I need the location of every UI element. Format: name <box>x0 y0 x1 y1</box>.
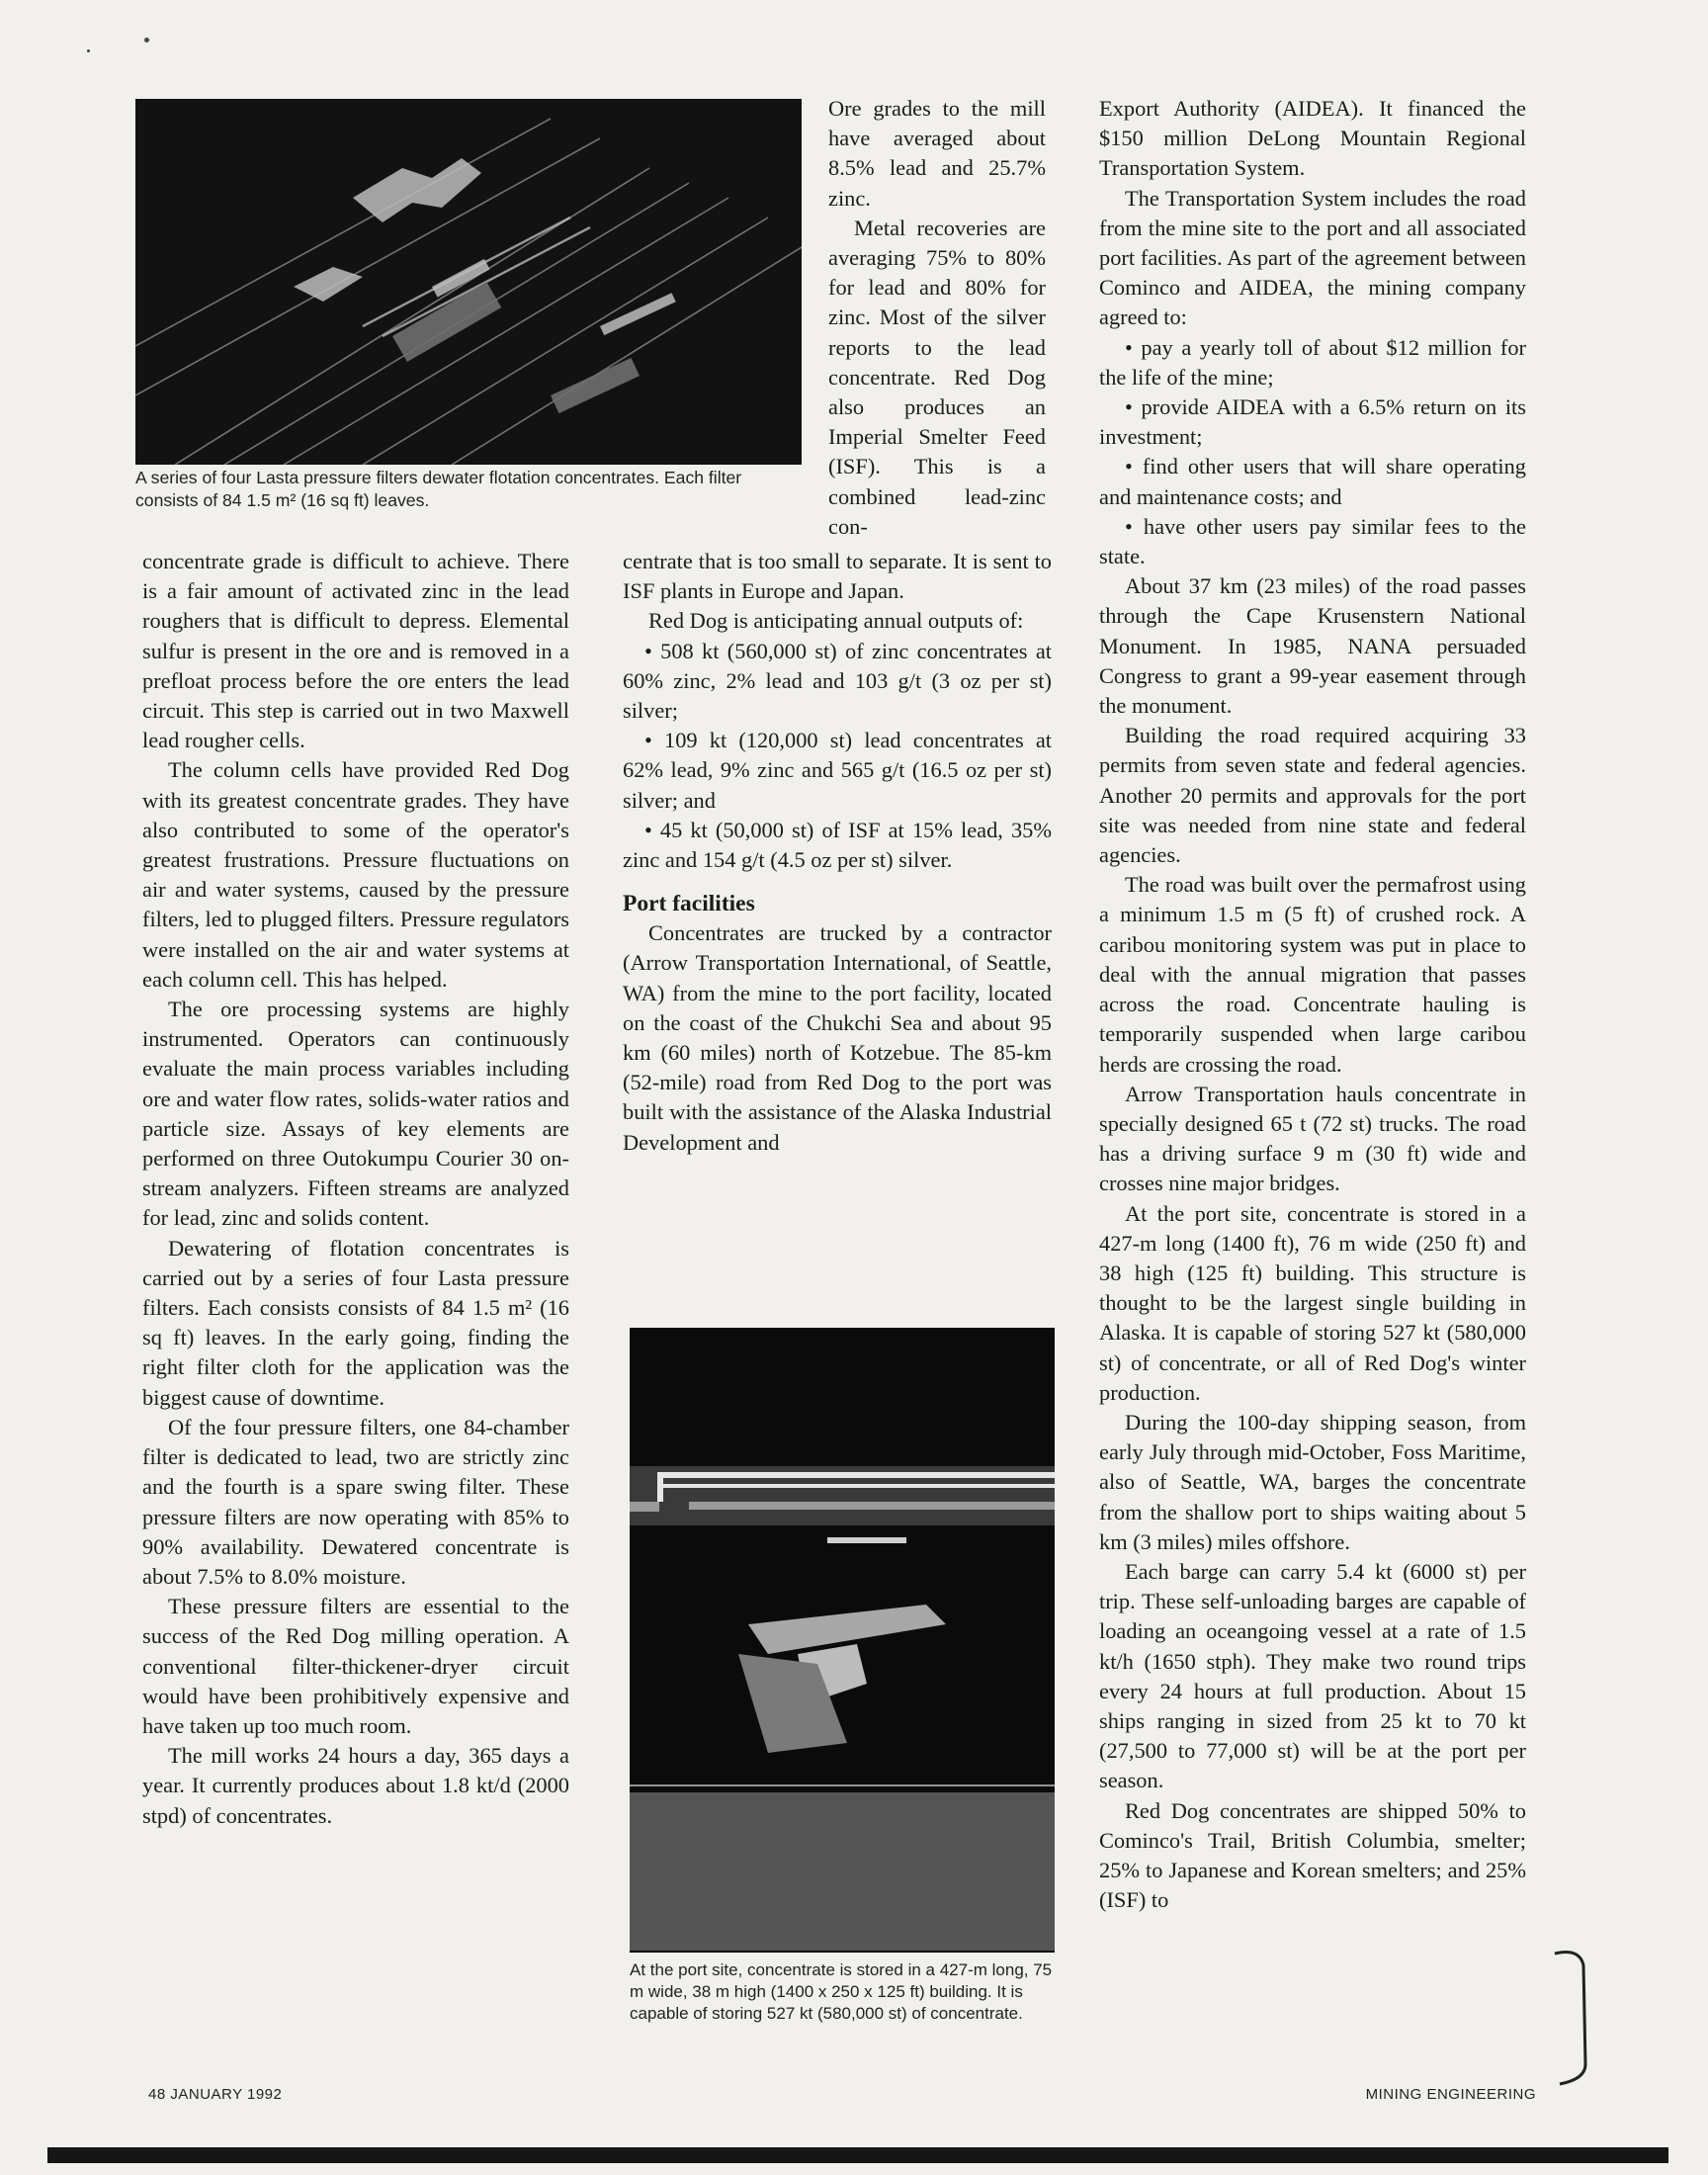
port-facilities-paragraph: Concentrates are trucked by a contractor (Arrow Transportation International, of Seattle, WA) from the mine to the port facility, located on the coast of the Chukchi Sea and about 95 km (60 miles) north of Kotzebue. The 85-km (52-mile) road from Red Dog to the port was built with the assistance of the Alaska Industrial Development and <box>623 920 1052 1155</box>
output-bullet-zinc: • 508 kt (560,000 st) of zinc concentrates at 60% zinc, 2% lead and 103 g/t (3 oz per st) silver; <box>623 638 1052 724</box>
agreement-bullet-fees: • have other users pay similar fees to the state. <box>1099 513 1526 569</box>
col1-paragraph-4: Dewatering of flotation concentrates is carried out by a series of four Lasta pressure filters. Each consists consists of 84 1.5 m² (16 sq ft) leaves. In the early going, finding the right filter cloth for the application was the biggest cause of downtime. <box>142 1235 569 1410</box>
col1-paragraph-7: The mill works 24 hours a day, 365 days a year. It currently produces about 1.8 kt/d (2000 stpd) of concentrates. <box>142 1743 569 1828</box>
col3-paragraph-7: Each barge can carry 5.4 kt (6000 st) per trip. These self-unloading barges are capable of loading an oceangoing vessel at a rate of 1.5 kt/h (1650 stph). They make two round trips every 24 hours at full production. About 15 ships ranging in sized from 25 kt to 70 kt (27,500 to 77,000 st) will be at the port per season. <box>1099 1558 1526 1793</box>
scan-bottom-edge <box>47 2147 1668 2163</box>
column-2-top <box>828 94 1046 542</box>
col1-paragraph-6: These pressure filters are essential to the success of the Red Dog milling operation. A conventional filter-thickener-dryer circuit would have been prohibitively expensive and have taken up too much room. <box>142 1594 569 1738</box>
output-bullet-lead: • 109 kt (120,000 st) lead concentrates at 62% lead, 9% zinc and 565 g/t (16.5 oz per st) silver; and <box>623 728 1052 813</box>
output-bullet-isf: • 45 kt (50,000 st) of ISF at 15% lead, 35% zinc and 154 g/t (4.5 oz per st) silver. <box>623 817 1052 873</box>
col1-paragraph-3: The ore processing systems are highly instrumented. Operators can continuously evaluate the main process variables including ore and water flow rates, solids-water ratios and particle size. Assays of key elements are performed on three Outokumpu Courier 30 on-stream analyzers. Fifteen streams are analyzed for lead, zinc and solids content. <box>142 997 569 1231</box>
port-building-photo <box>630 1328 1055 1953</box>
bottom-photo-caption: At the port site, concentrate is stored in a 427-m long, 75 m wide, 38 m high (1400 x 250 x 125 ft) building. It is capable of storing 527 kt (580,000 st) of concentrate. <box>630 1960 1053 2023</box>
metal-recoveries-paragraph: Metal recoveries are averaging 75% to 80% for lead and 80% for zinc. Most of the silver reports to the lead concentrate. Red Dog also produces an Imperial Smelter Feed (ISF). This is a combined lead-zinc con- <box>828 215 1046 539</box>
agreement-bullet-users: • find other users that will share operating and maintenance costs; and <box>1099 454 1526 509</box>
col3-paragraph-4: Arrow Transportation hauls concentrate in specially designed 65 t (72 st) trucks. The road has a driving surface 9 m (30 ft) wide and crosses nine major bridges. <box>1099 1081 1526 1196</box>
handwritten-bracket-mark <box>1550 1946 1599 2094</box>
port-building-photo-art <box>630 1328 1055 1953</box>
col3-paragraph-6: During the 100-day shipping season, from early July through mid-October, Foss Maritime, also of Seattle, WA, barges the concentrate from the shallow port to ships waiting about 5 km (3 miles) miles offshore. <box>1099 1409 1526 1554</box>
pressure-filters-photo-art <box>135 99 802 465</box>
column-1 <box>142 547 569 1831</box>
col2-outputs-intro: Red Dog is anticipating annual outputs of: <box>648 608 1024 634</box>
col3-continuation: Export Authority (AIDEA). It financed the $150 million DeLong Mountain Regional Transportation System. <box>1099 96 1526 181</box>
port-facilities-heading: Port facilities <box>623 891 755 917</box>
col1-paragraph-5: Of the four pressure filters, one 84-chamber filter is dedicated to lead, two are strictly zinc and the fourth is a spare swing filter. These pressure filters are now operating with 85% to 90% availability. Dewatered concentrate is about 7.5% to 8.0% moisture. <box>142 1414 569 1589</box>
pressure-filters-photo <box>135 99 802 465</box>
agreement-bullet-return: • provide AIDEA with a 6.5% return on its investment; <box>1099 394 1526 450</box>
footer-publication: MINING ENGINEERING <box>1365 2086 1536 2103</box>
agreement-bullet-toll: • pay a yearly toll of about $12 million for the life of the mine; <box>1099 334 1526 390</box>
col3-paragraph-5: At the port site, concentrate is stored in a 427-m long (1400 ft), 76 m wide (250 ft) and 38 high (125 ft) building. This structure is thought to be the largest single building in Alaska. It is capable of storing 527 kt (580,000 st) of concentrate, or all of Red Dog's winter production. <box>1099 1200 1526 1405</box>
col2-continuation: centrate that is too small to separate. It is sent to ISF plants in Europe and Japan. <box>623 549 1052 604</box>
footer-page-date: 48 JANUARY 1992 <box>148 2086 283 2103</box>
ore-grades-paragraph: Ore grades to the mill have averaged about 8.5% lead and 25.7% zinc. <box>828 96 1046 211</box>
scan-speck <box>87 49 90 52</box>
col3-paragraph-8: Red Dog concentrates are shipped 50% to Cominco's Trail, British Columbia, smelter; 25% to Japanese and Korean smelters; and 25% (ISF) to <box>1099 1797 1526 1913</box>
col3-paragraph-2: Building the road required acquiring 33 permits from seven state and federal agencies. Another 20 permits and approvals for the port site was needed from nine state and federal agencies. <box>1099 723 1526 868</box>
col1-paragraph-1: concentrate grade is difficult to achieve. There is a fair amount of activated zinc in the lead roughers that is difficult to depress. Elemental sulfur is present in the ore and is removed in a prefloat process before the ore enters the lead circuit. This step is carried out in two Maxwell lead rougher cells. <box>142 549 569 753</box>
col3-paragraph-1: About 37 km (23 miles) of the road passes through the Cape Krusenstern National Monument. In 1985, NANA persuaded Congress to grant a 99-year easement through the monument. <box>1099 573 1526 719</box>
top-photo-caption: A series of four Lasta pressure filters dewater flotation concentrates. Each filter consists of 84 1.5 m² (16 sq ft) leaves. <box>135 468 742 510</box>
column-3 <box>1099 94 1526 1915</box>
transportation-system-paragraph: The Transportation System includes the road from the mine site to the port and all associated port facilities. As part of the agreement between Cominco and AIDEA, the mining company agreed to: <box>1099 185 1526 330</box>
column-2 <box>623 547 1052 1158</box>
scan-speck <box>144 38 149 43</box>
col3-paragraph-3: The road was built over the permafrost using a minimum 1.5 m (5 ft) of crushed rock. A caribou monitoring system was put in place to deal with the annual migration that passes across the road. Concentrate hauling is temporarily suspended when large caribou herds are crossing the road. <box>1099 872 1526 1077</box>
col1-paragraph-2: The column cells have provided Red Dog with its greatest concentrate grades. They have also contributed to some of the operator's greatest frustrations. Pressure fluctuations on air and water systems, caused by the pressure filters, led to plugged filters. Pressure regulators were installed on the air and water systems at each column cell. This has helped. <box>142 757 569 992</box>
